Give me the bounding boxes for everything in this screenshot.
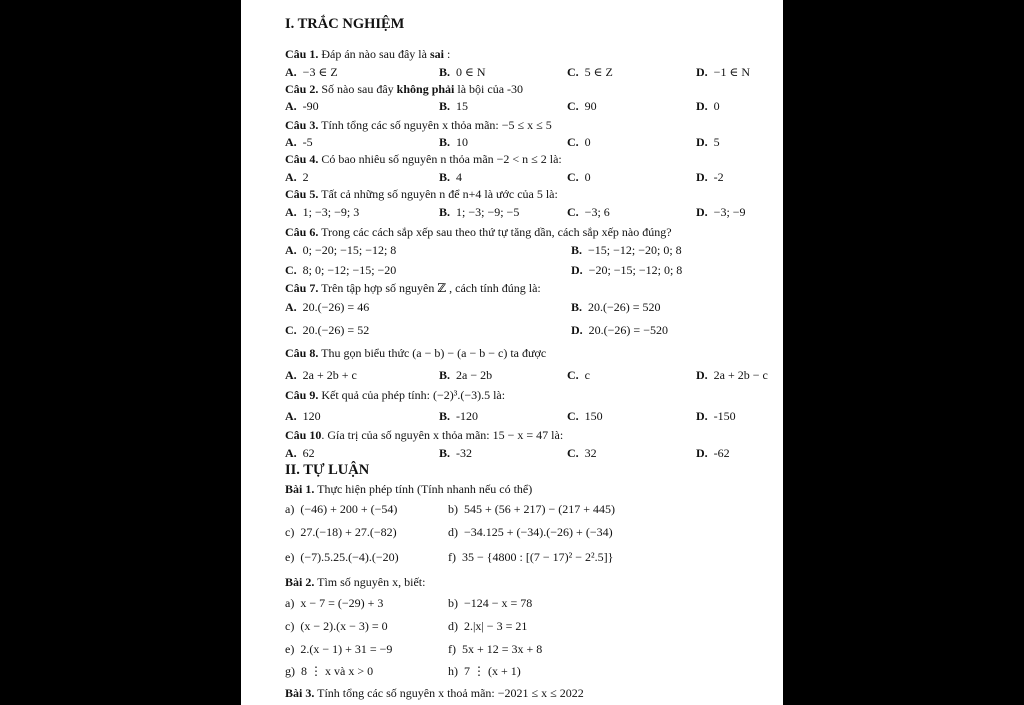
item-label: e): [285, 550, 295, 564]
question-8: [285, 346, 546, 360]
question-text-tail: :: [444, 47, 451, 61]
option-letter: C.: [567, 409, 579, 423]
option-10-d: [696, 446, 730, 460]
question-10: [285, 428, 563, 442]
option-text: 0; −20; −15; −12; 8: [302, 243, 397, 257]
option-text: 120: [302, 409, 321, 423]
question-5: [285, 187, 558, 201]
option-letter: A.: [285, 170, 297, 184]
option-text: -5: [302, 135, 313, 149]
question-number: Câu 6.: [285, 225, 319, 239]
question-number: Câu 10: [285, 428, 322, 442]
option-5-a: [285, 205, 359, 219]
option-letter: A.: [285, 135, 297, 149]
question-1: [285, 47, 450, 61]
option-6-a: [285, 243, 396, 257]
option-8-a: [285, 368, 357, 382]
item-label: f): [448, 550, 456, 564]
option-letter: C.: [567, 446, 579, 460]
item-label: b): [448, 502, 458, 516]
question-text-tail: là bội của -30: [454, 82, 524, 96]
question-4: [285, 152, 562, 166]
option-3-c: [567, 135, 591, 149]
option-9-c: [567, 409, 603, 423]
option-6-d: [571, 263, 682, 277]
option-9-b: [439, 409, 478, 423]
option-letter: B.: [439, 170, 451, 184]
option-letter: B.: [439, 446, 451, 460]
item-label: c): [285, 525, 295, 539]
item-label: h): [448, 664, 458, 678]
exercise-text: Thực hiện phép tính (Tính nhanh nếu có thể): [314, 482, 533, 496]
option-7-b: [571, 300, 661, 314]
option-text: 20.(−26) = −520: [588, 323, 668, 337]
option-letter: D.: [696, 205, 708, 219]
option-2-a: [285, 99, 319, 113]
exercise-1: [285, 482, 532, 496]
exercise-number: Bài 2.: [285, 575, 315, 589]
option-text: 0: [584, 135, 591, 149]
part2-title: II. TỰ LUẬN: [285, 462, 370, 478]
option-text: -90: [302, 99, 319, 113]
item-expression: (−46) + 200 + (−54): [300, 502, 398, 516]
option-2-c: [567, 99, 597, 113]
exercise-2-item-h: [448, 664, 521, 678]
option-text: 4: [456, 170, 463, 184]
item-label: g): [285, 664, 295, 678]
option-text: 20.(−26) = 52: [302, 323, 370, 337]
option-3-d: [696, 135, 720, 149]
option-letter: C.: [567, 368, 579, 382]
item-expression: 2.|x| − 3 = 21: [464, 619, 528, 633]
option-letter: C.: [567, 99, 579, 113]
option-letter: C.: [567, 135, 579, 149]
item-label: c): [285, 619, 295, 633]
option-letter: A.: [285, 300, 297, 314]
item-expression: (x − 2).(x − 3) = 0: [300, 619, 388, 633]
exercise-3: [285, 686, 584, 700]
option-text: 20.(−26) = 520: [588, 300, 661, 314]
item-expression: −34.125 + (−34).(−26) + (−34): [464, 525, 613, 539]
option-10-c: [567, 446, 597, 460]
option-letter: B.: [571, 300, 583, 314]
option-letter: B.: [439, 368, 451, 382]
exercise-2-item-e: [285, 642, 392, 656]
option-letter: B.: [439, 205, 451, 219]
option-1-a: [285, 65, 338, 79]
option-letter: D.: [571, 323, 583, 337]
option-text: 5 ∈ Z: [584, 65, 613, 79]
question-text: . Gía trị của số nguyên x thỏa mãn: 15 − x = 47 là:: [321, 428, 564, 442]
exercise-2-item-g: [285, 664, 373, 678]
question-number: Câu 9.: [285, 388, 319, 402]
item-expression: 7 ⋮ (x + 1): [464, 664, 521, 678]
question-text: Thu gọn biểu thức (a − b) − (a − b − c) ta được: [318, 346, 547, 360]
option-5-b: [439, 205, 519, 219]
option-4-c: [567, 170, 591, 184]
option-letter: A.: [285, 99, 297, 113]
option-letter: D.: [696, 65, 708, 79]
exercise-number: Bài 1.: [285, 482, 315, 496]
exercise-2-item-a: [285, 596, 383, 610]
option-text: c: [584, 368, 590, 382]
option-text: 5: [713, 135, 720, 149]
option-text: -2: [713, 170, 724, 184]
option-text: -150: [713, 409, 736, 423]
option-letter: B.: [439, 99, 451, 113]
item-label: e): [285, 642, 295, 656]
question-number: Câu 4.: [285, 152, 319, 166]
option-text: 150: [584, 409, 603, 423]
item-expression: 2.(x − 1) + 31 = −9: [300, 642, 393, 656]
question-emphasis: không phải: [396, 82, 455, 96]
option-text: 32: [584, 446, 597, 460]
option-6-b: [571, 243, 682, 257]
exercise-1-item-a: [285, 502, 397, 516]
item-label: d): [448, 619, 458, 633]
option-text: 0: [713, 99, 720, 113]
question-6: [285, 225, 672, 239]
question-number: Câu 7.: [285, 281, 319, 295]
option-text: 10: [456, 135, 469, 149]
item-expression: 5x + 12 = 3x + 8: [462, 642, 543, 656]
question-number: Câu 8.: [285, 346, 319, 360]
question-number: Câu 3.: [285, 118, 319, 132]
question-number: Câu 5.: [285, 187, 319, 201]
option-text: 2: [302, 170, 309, 184]
option-7-c: [285, 323, 369, 337]
option-10-b: [439, 446, 472, 460]
option-letter: A.: [285, 65, 297, 79]
option-text: 1; −3; −9; 3: [302, 205, 360, 219]
question-number: Câu 2.: [285, 82, 319, 96]
item-expression: 27.(−18) + 27.(−82): [300, 525, 397, 539]
item-expression: −124 − x = 78: [464, 596, 533, 610]
exercise-text: Tính tổng các số nguyên x thoả mãn: −2021 ≤ x ≤ 2022: [314, 686, 584, 700]
question-text: Số nào sau đây: [318, 82, 397, 96]
option-text: −3; 6: [584, 205, 610, 219]
option-text: −3 ∈ Z: [302, 65, 338, 79]
option-8-c: [567, 368, 590, 382]
exercise-1-item-d: [448, 525, 613, 539]
option-letter: B.: [439, 409, 451, 423]
item-label: d): [448, 525, 458, 539]
option-4-d: [696, 170, 724, 184]
question-text: Tất cả những số nguyên n để n+4 là ước của 5 là:: [318, 187, 558, 201]
option-1-b: [439, 65, 486, 79]
exercise-text: Tìm số nguyên x, biết:: [314, 575, 426, 589]
option-text: 0: [584, 170, 591, 184]
exam-page: [241, 0, 783, 705]
option-text: -62: [713, 446, 730, 460]
option-letter: D.: [571, 263, 583, 277]
option-text: 0 ∈ N: [456, 65, 486, 79]
question-text: Trên tập hợp số nguyên ℤ , cách tính đúng là:: [318, 281, 541, 295]
option-text: −20; −15; −12; 0; 8: [588, 263, 683, 277]
option-text: 1; −3; −9; −5: [456, 205, 520, 219]
option-4-b: [439, 170, 462, 184]
item-expression: x − 7 = (−29) + 3: [300, 596, 384, 610]
option-letter: C.: [567, 170, 579, 184]
question-text: Có bao nhiêu số nguyên n thỏa mãn −2 < n ≤ 2 là:: [318, 152, 562, 166]
option-7-a: [285, 300, 369, 314]
option-8-d: [696, 368, 768, 382]
exercise-2-item-b: [448, 596, 532, 610]
question-2: [285, 82, 523, 96]
question-text: Trong các cách sắp xếp sau theo thứ tự tăng dần, cách sắp xếp nào đúng?: [318, 225, 672, 239]
option-1-d: [696, 65, 750, 79]
option-3-a: [285, 135, 313, 149]
option-letter: A.: [285, 409, 297, 423]
option-letter: C.: [285, 323, 297, 337]
option-letter: D.: [696, 170, 708, 184]
option-text: 90: [584, 99, 597, 113]
exercise-2-item-d: [448, 619, 527, 633]
exercise-2: [285, 575, 425, 589]
item-label: b): [448, 596, 458, 610]
option-letter: C.: [567, 65, 579, 79]
question-7: [285, 281, 541, 295]
option-text: 62: [302, 446, 315, 460]
option-letter: B.: [571, 243, 583, 257]
question-text: Đáp án nào sau đây là: [318, 47, 430, 61]
option-letter: D.: [696, 446, 708, 460]
option-letter: D.: [696, 99, 708, 113]
option-6-c: [285, 263, 396, 277]
option-5-d: [696, 205, 746, 219]
option-4-a: [285, 170, 309, 184]
question-text: Kết quả của phép tính: (−2)³.(−3).5 là:: [318, 388, 506, 402]
exercise-1-item-c: [285, 525, 397, 539]
option-letter: A.: [285, 205, 297, 219]
option-5-c: [567, 205, 610, 219]
question-9: [285, 388, 505, 402]
option-text: 8; 0; −12; −15; −20: [302, 263, 397, 277]
option-letter: A.: [285, 243, 297, 257]
option-letter: D.: [696, 409, 708, 423]
exercise-1-item-e: [285, 550, 399, 564]
option-10-a: [285, 446, 315, 460]
item-expression: 35 − {4800 : [(7 − 17)² − 2².5]}: [462, 550, 614, 564]
question-3: [285, 118, 552, 132]
item-label: a): [285, 502, 295, 516]
option-text: 20.(−26) = 46: [302, 300, 370, 314]
option-1-c: [567, 65, 613, 79]
option-9-a: [285, 409, 321, 423]
option-letter: B.: [439, 65, 451, 79]
option-letter: D.: [696, 135, 708, 149]
item-label: f): [448, 642, 456, 656]
option-text: 2a + 2b + c: [302, 368, 357, 382]
item-expression: 545 + (56 + 217) − (217 + 445): [464, 502, 616, 516]
item-expression: (−7).5.25.(−4).(−20): [300, 550, 399, 564]
option-text: -120: [456, 409, 479, 423]
option-2-b: [439, 99, 468, 113]
option-9-d: [696, 409, 736, 423]
option-2-d: [696, 99, 720, 113]
option-3-b: [439, 135, 468, 149]
question-number: Câu 1.: [285, 47, 319, 61]
exercise-1-item-b: [448, 502, 615, 516]
option-8-b: [439, 368, 492, 382]
option-text: −15; −12; −20; 0; 8: [588, 243, 682, 257]
option-text: 2a − 2b: [456, 368, 493, 382]
question-emphasis: sai: [429, 47, 444, 61]
option-letter: A.: [285, 368, 297, 382]
option-letter: B.: [439, 135, 451, 149]
option-letter: C.: [567, 205, 579, 219]
option-letter: D.: [696, 368, 708, 382]
item-expression: 8 ⋮ x và x > 0: [301, 664, 374, 678]
option-text: 2a + 2b − c: [713, 368, 768, 382]
exercise-2-item-c: [285, 619, 388, 633]
option-letter: C.: [285, 263, 297, 277]
option-text: −3; −9: [713, 205, 746, 219]
option-7-d: [571, 323, 668, 337]
part1-title: I. TRẮC NGHIỆM: [285, 16, 405, 32]
option-text: 15: [456, 99, 469, 113]
option-letter: A.: [285, 446, 297, 460]
question-text: Tính tổng các số nguyên x thỏa mãn: −5 ≤ x ≤ 5: [318, 118, 552, 132]
exercise-number: Bài 3.: [285, 686, 315, 700]
exercise-2-item-f: [448, 642, 542, 656]
exercise-1-item-f: [448, 550, 613, 564]
item-label: a): [285, 596, 295, 610]
option-text: −1 ∈ N: [713, 65, 750, 79]
option-text: -32: [456, 446, 473, 460]
